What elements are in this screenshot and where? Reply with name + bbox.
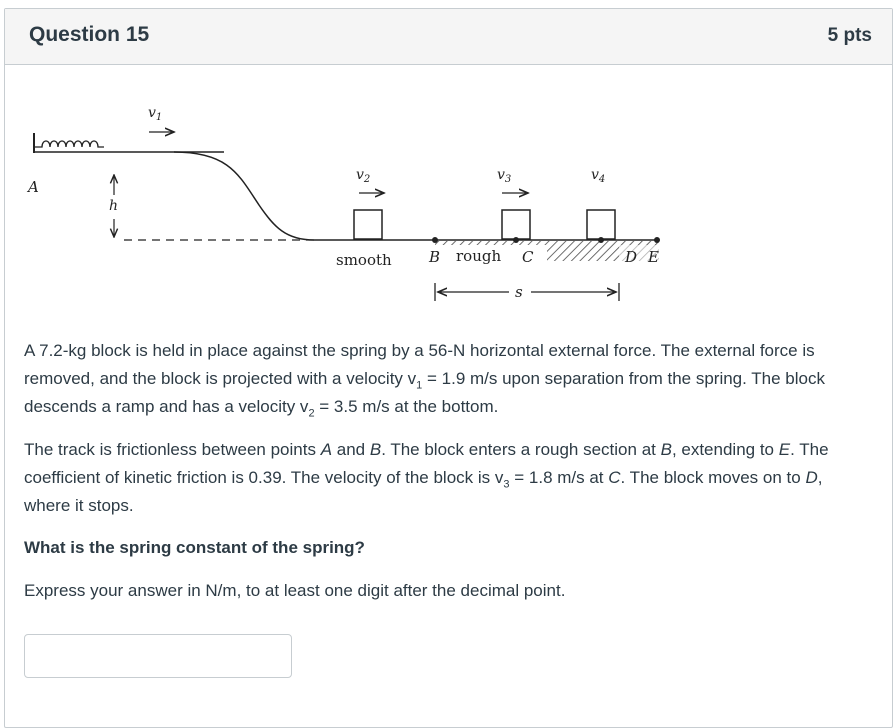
label-h: h (109, 198, 119, 214)
label-v4: $v_4$ (591, 167, 606, 185)
label-E: E (648, 248, 659, 266)
label-s: s (515, 283, 523, 301)
label-smooth: smooth (336, 251, 392, 269)
point-B (432, 237, 438, 243)
answer-instruction: Express your answer in N/m, to at least one digit after the decimal point. (24, 581, 566, 600)
block-v4 (587, 210, 615, 239)
label-D: D (625, 248, 638, 266)
question-title: Question 15 (29, 23, 150, 46)
block-v2 (354, 210, 382, 239)
label-A: A (28, 178, 39, 196)
point-D (598, 237, 604, 243)
label-v1: $v_1$ (148, 105, 163, 123)
question-prompt: What is the spring constant of the spring? (24, 538, 365, 557)
label-v2: $v_2$ (356, 167, 371, 185)
problem-paragraph-1: A 7.2-kg block is held in place against the spring by a 56-N horizontal external force. The external force is removed, and the block is projected with a velocity $v_1 = 1.9$ m/s upon separation from the spring. The block descends a ramp and has a velocity $v_2 = 3.5$ m/s at the bottom. (24, 341, 825, 420)
point-C (513, 237, 519, 243)
question-header (5, 9, 892, 65)
physics-diagram (24, 95, 674, 310)
point-E (654, 237, 660, 243)
label-B: B (429, 248, 441, 266)
label-v3: $v_3$ (497, 167, 512, 185)
label-C: C (522, 248, 534, 266)
label-rough: rough (456, 247, 502, 265)
question-points: 5 pts (827, 25, 872, 46)
spring (34, 141, 104, 147)
problem-paragraph-2: The track is frictionless between points A and B. The block enters a rough section at B, extending to E. The coefficient of kinetic friction is 0.39. The velocity of the block is $v_3 = 1.8$ m/s at C. The block moves on to D, where it stops. (24, 440, 829, 515)
ramp (174, 152, 314, 240)
answer-input[interactable] (24, 634, 292, 678)
block-v3 (502, 210, 530, 239)
